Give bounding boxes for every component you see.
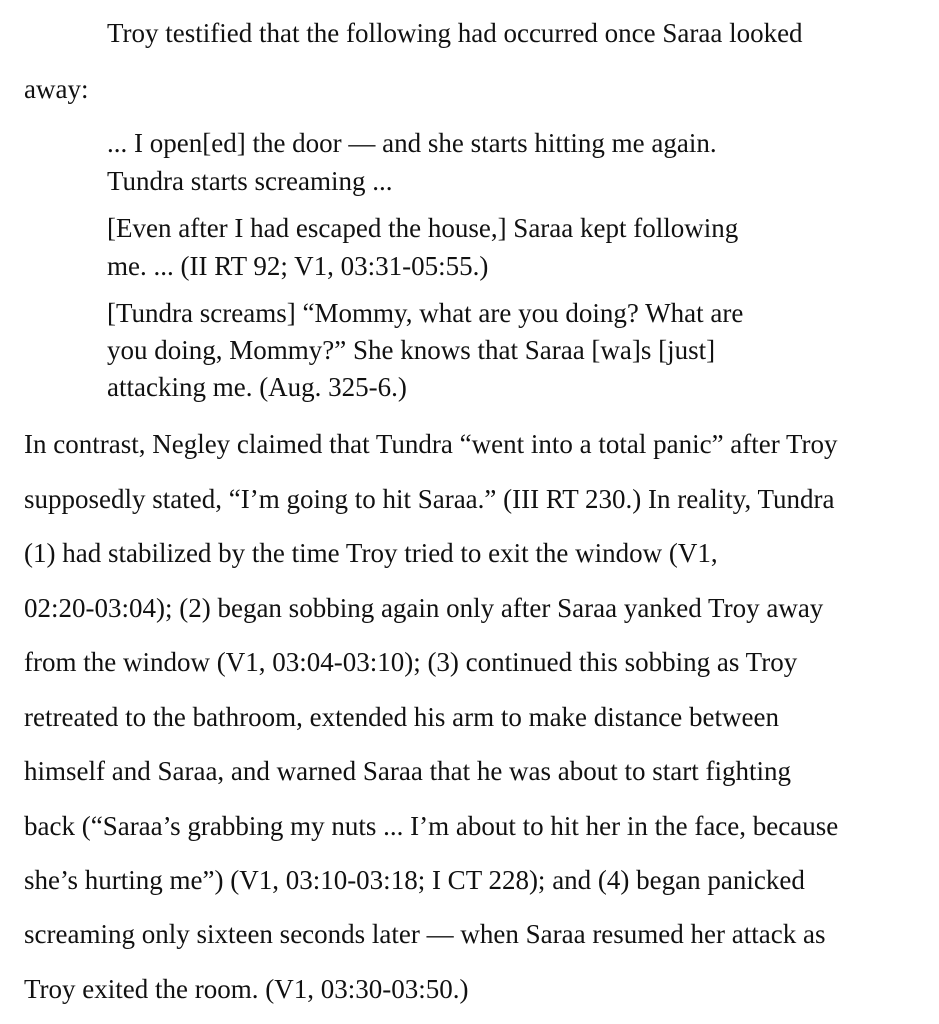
quote-p2-line-2: me. ... (II RT 92; V1, 03:31-05:55.) <box>107 251 489 281</box>
body-line-11: Troy exited the room. (V1, 03:30-03:50.) <box>24 974 469 1004</box>
quote-p2-line-1: [Even after I had escaped the house,] Saraa kept following <box>107 213 739 243</box>
body-line-10: screaming only sixteen seconds later — when Saraa resumed her attack as <box>24 919 826 949</box>
body-line-8: back (“Saraa’s grabbing my nuts ... I’m about to hit her in the face, because <box>24 811 839 841</box>
body-line-3: (1) had stabilized by the time Troy tried to exit the window (V1, <box>24 538 718 568</box>
quote-p1-line-2: Tundra starts screaming ... <box>107 166 393 196</box>
intro-line-1: Troy testified that the following had occurred once Saraa looked <box>107 18 803 48</box>
body-line-9: she’s hurting me”) (V1, 03:10-03:18; I CT 228); and (4) began panicked <box>24 865 805 895</box>
body-line-2: supposedly stated, “I’m going to hit Saraa.” (III RT 230.) In reality, Tundra <box>24 484 835 514</box>
body-line-7: himself and Saraa, and warned Saraa that he was about to start fighting <box>24 756 792 786</box>
intro-line-2: away: <box>24 74 89 104</box>
body-line-5: from the window (V1, 03:04-03:10); (3) continued this sobbing as Troy <box>24 647 798 677</box>
quote-p1-line-1: ... I open[ed] the door — and she starts hitting me again. <box>107 128 717 158</box>
quote-p3-line-3: attacking me. (Aug. 325-6.) <box>107 372 407 402</box>
body-line-1: In contrast, Negley claimed that Tundra “went into a total panic” after Troy <box>24 429 838 459</box>
quote-p3-line-2: you doing, Mommy?” She knows that Saraa [wa]s [just] <box>107 335 716 365</box>
quote-p3-line-1: [Tundra screams] “Mommy, what are you doing? What are <box>107 298 744 328</box>
body-line-4: 02:20-03:04); (2) began sobbing again only after Saraa yanked Troy away <box>24 593 824 623</box>
body-line-6: retreated to the bathroom, extended his arm to make distance between <box>24 702 779 732</box>
